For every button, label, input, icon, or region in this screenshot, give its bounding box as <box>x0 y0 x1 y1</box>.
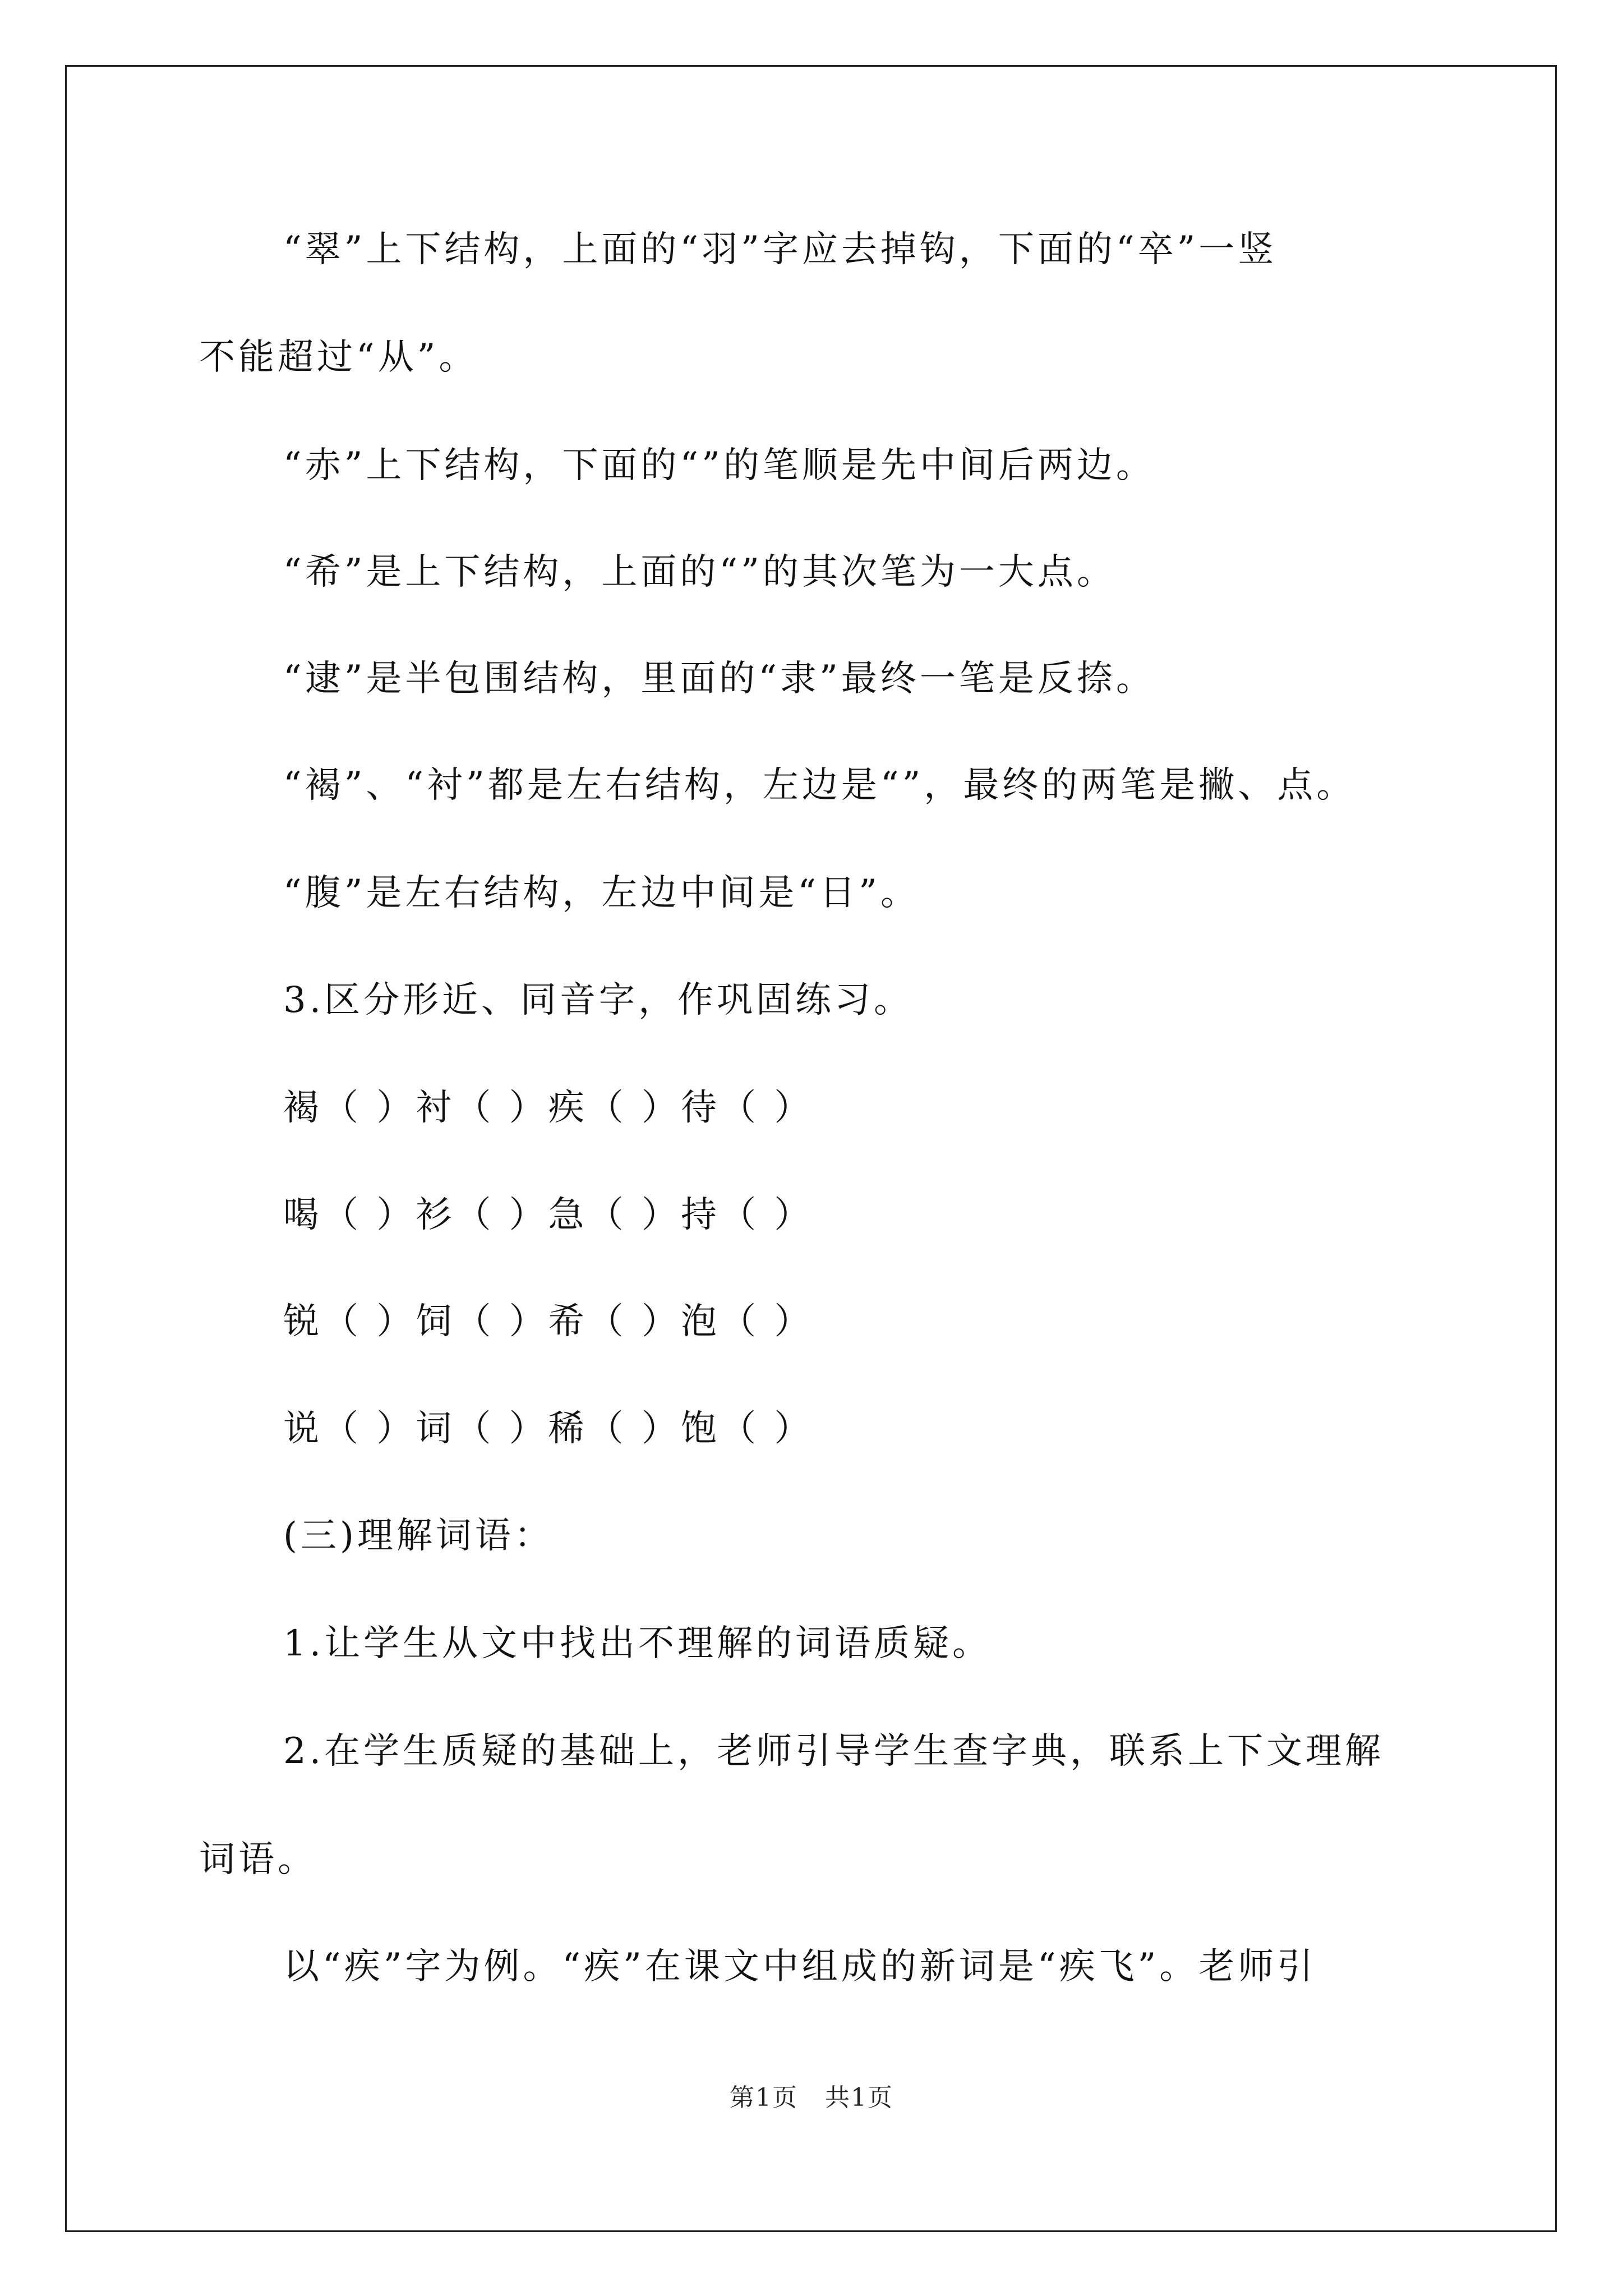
paragraph-line: “褐”、“衬”都是左右结构，左边是“”，最终的两笔是撇、点。 <box>283 765 1356 806</box>
exercise-row: 锐（ ）饲（ ）希（ ）泡（ ） <box>283 1301 814 1342</box>
paragraph-line: 词语。 <box>199 1839 317 1880</box>
paragraph-line: “翠”上下结构，上面的“羽”字应去掉钩，下面的“卒”一竖 <box>283 229 1278 270</box>
paragraph-line: 以“疾”字为例。“疾”在课文中组成的新词是“疾飞”。老师引 <box>283 1946 1317 1987</box>
paragraph-line: 2.在学生质疑的基础上，老师引导学生查字典，联系上下文理解 <box>283 1731 1385 1772</box>
exercise-row: 喝（ ）衫（ ）急（ ）持（ ） <box>283 1194 814 1236</box>
exercise-row: 褐（ ）衬（ ）疾（ ）待（ ） <box>283 1087 814 1129</box>
paragraph-line: “希”是上下结构，上面的“”的其次笔为一大点。 <box>283 551 1116 593</box>
exercise-row: 说（ ）词（ ）稀（ ）饱（ ） <box>283 1408 814 1450</box>
section-heading: (三)理解词语： <box>283 1515 554 1557</box>
paragraph-line: 不能超过“从”。 <box>199 337 478 378</box>
page-footer: 第1页 共1页 <box>730 2083 893 2112</box>
paragraph-line: “逮”是半包围结构，里面的“隶”最终一笔是反捺。 <box>283 658 1155 700</box>
paragraph-line: 3.区分形近、同音字，作巩固练习。 <box>283 979 914 1021</box>
paragraph-line: “赤”上下结构，下面的“”的笔顺是先中间后两边。 <box>283 445 1155 486</box>
page-border <box>65 65 1557 2232</box>
paragraph-line: 1.让学生从文中找出不理解的词语质疑。 <box>283 1623 992 1664</box>
paragraph-line: “腹”是左右结构，左边中间是“日”。 <box>283 872 920 914</box>
